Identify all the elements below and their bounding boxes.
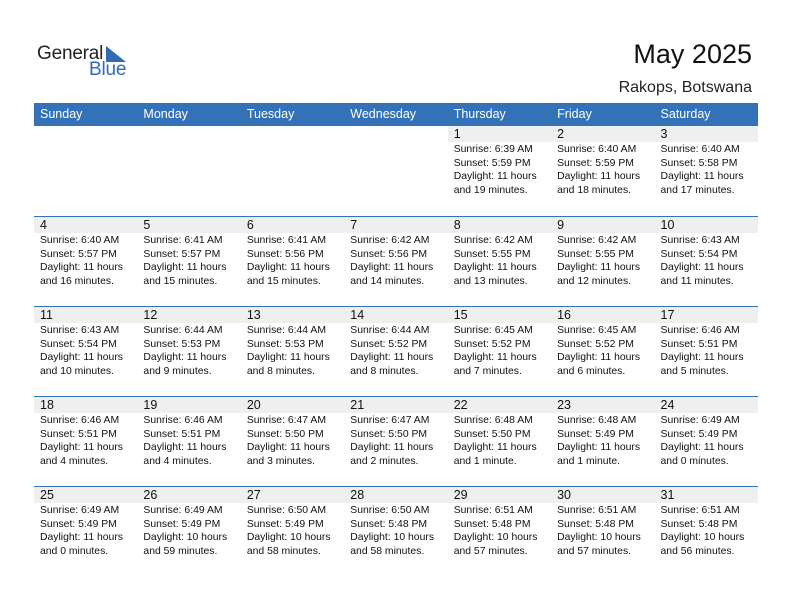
day-number-band (137, 217, 240, 233)
day-daylight2-text: and 15 minutes. (143, 275, 218, 287)
day-sunset-text: Sunset: 5:49 PM (557, 428, 634, 440)
day-daylight2-text: and 8 minutes. (246, 365, 316, 377)
day-sunrise-text: Sunrise: 6:43 AM (40, 325, 120, 336)
day-sunset-text: Sunset: 5:58 PM (660, 157, 738, 169)
week-row (34, 216, 758, 306)
day-sunset-text: Sunset: 5:49 PM (246, 518, 324, 530)
day-cell (137, 307, 240, 396)
day-daylight1-text: Daylight: 11 hours (246, 352, 330, 363)
day-sun-info (40, 504, 123, 558)
day-daylight1-text: Daylight: 11 hours (143, 262, 227, 273)
day-cell (137, 487, 240, 576)
empty-day-cell (34, 126, 137, 216)
day-number: 15 (453, 308, 468, 322)
day-number: 18 (40, 398, 54, 412)
day-sun-info (661, 234, 744, 288)
day-daylight2-text: and 4 minutes. (143, 455, 212, 467)
weekday-tuesday: Tuesday (246, 107, 295, 121)
day-number: 31 (660, 488, 675, 502)
day-sunset-text: Sunset: 5:48 PM (453, 518, 531, 530)
day-cell (448, 217, 551, 306)
day-daylight1-text: Daylight: 11 hours (660, 352, 744, 363)
day-number: 2 (557, 127, 565, 141)
day-sun-info (454, 143, 537, 197)
day-sunrise-text: Sunrise: 6:41 AM (246, 235, 326, 246)
day-number: 21 (350, 398, 365, 412)
day-sun-info (143, 504, 227, 558)
day-sunrise-text: Sunrise: 6:40 AM (660, 144, 740, 155)
day-number: 4 (40, 218, 47, 232)
day-daylight2-text: and 9 minutes. (143, 365, 212, 377)
weekday-sunday: Sunday (40, 107, 83, 121)
weekday-wednesday: Wednesday (350, 107, 417, 121)
day-sunrise-text: Sunrise: 6:45 AM (453, 325, 533, 336)
day-sunset-text: Sunset: 5:51 PM (40, 428, 117, 440)
weekday-monday: Monday (143, 107, 188, 121)
day-daylight2-text: and 10 minutes. (40, 365, 114, 377)
day-cell (655, 307, 758, 396)
day-number: 20 (246, 398, 261, 412)
day-sun-info (247, 234, 330, 288)
day-daylight1-text: Daylight: 11 hours (557, 352, 641, 363)
day-cell (448, 397, 551, 486)
day-sunrise-text: Sunrise: 6:41 AM (143, 235, 223, 246)
day-number: 24 (660, 398, 675, 412)
day-cell (241, 487, 344, 576)
day-daylight1-text: Daylight: 11 hours (557, 171, 641, 182)
day-daylight2-text: and 57 minutes. (557, 545, 632, 557)
day-sunrise-text: Sunrise: 6:43 AM (660, 235, 740, 246)
day-sunset-text: Sunset: 5:53 PM (143, 338, 221, 350)
day-sunset-text: Sunset: 5:48 PM (557, 518, 634, 530)
day-daylight1-text: Daylight: 10 hours (143, 532, 228, 543)
day-sun-info (40, 234, 123, 288)
day-daylight1-text: Daylight: 11 hours (453, 352, 537, 363)
day-daylight1-text: Daylight: 11 hours (350, 352, 434, 363)
day-daylight2-text: and 16 minutes. (40, 275, 114, 287)
day-cell (655, 126, 758, 216)
day-cell (344, 307, 447, 396)
day-sun-info (350, 414, 433, 468)
day-daylight2-text: and 17 minutes. (660, 184, 735, 196)
day-number: 6 (246, 218, 254, 232)
day-daylight2-text: and 12 minutes. (557, 275, 632, 287)
week-row (34, 306, 758, 396)
day-daylight2-text: and 19 minutes. (453, 184, 528, 196)
day-sunrise-text: Sunrise: 6:49 AM (660, 415, 740, 426)
day-sunrise-text: Sunrise: 6:44 AM (350, 325, 430, 336)
day-daylight2-text: and 18 minutes. (557, 184, 632, 196)
day-sun-info (557, 414, 640, 468)
day-cell (137, 217, 240, 306)
day-cell (344, 487, 447, 576)
day-sunset-text: Sunset: 5:50 PM (246, 428, 324, 440)
empty-day-cell (241, 126, 344, 216)
day-daylight2-text: and 14 minutes. (350, 275, 425, 287)
day-daylight1-text: Daylight: 11 hours (453, 171, 537, 182)
day-sun-info (247, 414, 330, 468)
day-sunset-text: Sunset: 5:50 PM (350, 428, 428, 440)
day-sunrise-text: Sunrise: 6:44 AM (143, 325, 223, 336)
day-number: 28 (350, 488, 365, 502)
day-sun-info (557, 234, 640, 288)
day-sunset-text: Sunset: 5:55 PM (557, 248, 634, 260)
day-sunrise-text: Sunrise: 6:47 AM (246, 415, 326, 426)
day-cell (655, 397, 758, 486)
weeks-container (34, 126, 758, 576)
day-sunrise-text: Sunrise: 6:45 AM (557, 325, 637, 336)
day-sunrise-text: Sunrise: 6:42 AM (453, 235, 533, 246)
day-daylight1-text: Daylight: 11 hours (246, 442, 330, 453)
day-daylight2-text: and 5 minutes. (660, 365, 729, 377)
day-cell (551, 217, 654, 306)
day-sun-info (661, 414, 744, 468)
day-sun-info (247, 504, 331, 558)
day-daylight1-text: Daylight: 11 hours (660, 171, 744, 182)
day-number: 1 (453, 127, 461, 141)
weekday-header-row (34, 103, 758, 126)
day-sun-info (661, 504, 745, 558)
day-sunrise-text: Sunrise: 6:50 AM (246, 505, 326, 516)
day-sunset-text: Sunset: 5:57 PM (143, 248, 221, 260)
day-sunrise-text: Sunrise: 6:40 AM (557, 144, 637, 155)
day-sunset-text: Sunset: 5:49 PM (143, 518, 221, 530)
day-sun-info (143, 324, 226, 378)
day-number: 11 (40, 308, 53, 322)
day-sunset-text: Sunset: 5:55 PM (453, 248, 531, 260)
day-cell (551, 126, 654, 216)
day-sun-info (557, 504, 641, 558)
day-cell (137, 397, 240, 486)
brand-logo (37, 43, 137, 83)
day-daylight1-text: Daylight: 10 hours (350, 532, 435, 543)
day-sunrise-text: Sunrise: 6:51 AM (557, 505, 637, 516)
day-daylight2-text: and 59 minutes. (143, 545, 218, 557)
day-number: 30 (557, 488, 572, 502)
day-sunrise-text: Sunrise: 6:44 AM (246, 325, 326, 336)
day-sun-info (350, 504, 434, 558)
day-sun-info (454, 324, 537, 378)
day-cell (551, 307, 654, 396)
logo-text-blue: Blue (89, 59, 127, 80)
day-daylight2-text: and 58 minutes. (246, 545, 321, 557)
weekday-saturday: Saturday (660, 107, 711, 121)
day-cell (241, 307, 344, 396)
day-sunrise-text: Sunrise: 6:51 AM (660, 505, 740, 516)
day-sunset-text: Sunset: 5:51 PM (143, 428, 221, 440)
day-sun-info (661, 324, 744, 378)
day-sun-info (557, 324, 640, 378)
day-number-band (655, 126, 758, 142)
day-number-band (448, 217, 551, 233)
day-sunset-text: Sunset: 5:57 PM (40, 248, 117, 260)
day-daylight1-text: Daylight: 11 hours (40, 532, 123, 543)
day-cell (241, 217, 344, 306)
day-daylight1-text: Daylight: 11 hours (40, 352, 123, 363)
empty-day-cell (344, 126, 447, 216)
day-daylight2-text: and 13 minutes. (453, 275, 528, 287)
day-daylight1-text: Daylight: 11 hours (40, 442, 123, 453)
day-number: 8 (453, 218, 461, 232)
day-daylight2-text: and 57 minutes. (453, 545, 528, 557)
day-number: 17 (660, 308, 675, 322)
day-number: 7 (350, 218, 358, 232)
day-daylight1-text: Daylight: 11 hours (453, 442, 537, 453)
day-sunset-text: Sunset: 5:49 PM (660, 428, 738, 440)
day-sunrise-text: Sunrise: 6:51 AM (453, 505, 533, 516)
day-daylight1-text: Daylight: 11 hours (557, 442, 641, 453)
day-number-band (551, 126, 654, 142)
day-daylight2-text: and 56 minutes. (660, 545, 735, 557)
day-daylight2-text: and 7 minutes. (453, 365, 522, 377)
day-number-band (448, 126, 551, 142)
day-sunrise-text: Sunrise: 6:46 AM (40, 415, 120, 426)
day-sunset-text: Sunset: 5:59 PM (453, 157, 531, 169)
day-number: 9 (557, 218, 565, 232)
day-sun-info (557, 143, 640, 197)
day-sunset-text: Sunset: 5:54 PM (40, 338, 117, 350)
day-daylight1-text: Daylight: 11 hours (660, 262, 744, 273)
weekday-thursday: Thursday (453, 107, 506, 121)
day-sunrise-text: Sunrise: 6:46 AM (143, 415, 223, 426)
day-number: 25 (40, 488, 54, 502)
day-daylight1-text: Daylight: 11 hours (350, 442, 434, 453)
day-sunrise-text: Sunrise: 6:49 AM (143, 505, 223, 516)
day-sun-info (40, 324, 123, 378)
day-sunrise-text: Sunrise: 6:47 AM (350, 415, 430, 426)
page-title: May 2025 (633, 39, 752, 69)
day-sun-info (40, 414, 123, 468)
day-cell (551, 397, 654, 486)
day-number: 26 (143, 488, 158, 502)
day-sun-info (247, 324, 330, 378)
day-daylight1-text: Daylight: 11 hours (246, 262, 330, 273)
day-cell (34, 307, 137, 396)
day-number: 16 (557, 308, 572, 322)
day-sunset-text: Sunset: 5:52 PM (453, 338, 531, 350)
day-sunset-text: Sunset: 5:59 PM (557, 157, 634, 169)
day-daylight2-text: and 4 minutes. (40, 455, 109, 467)
day-sunset-text: Sunset: 5:56 PM (246, 248, 324, 260)
day-number: 14 (350, 308, 365, 322)
day-sunset-text: Sunset: 5:52 PM (350, 338, 428, 350)
day-daylight1-text: Daylight: 11 hours (660, 442, 744, 453)
day-sun-info (454, 504, 538, 558)
day-daylight1-text: Daylight: 10 hours (660, 532, 745, 543)
weekday-friday: Friday (557, 107, 592, 121)
day-daylight2-text: and 58 minutes. (350, 545, 425, 557)
day-sunrise-text: Sunrise: 6:48 AM (453, 415, 533, 426)
day-number: 13 (246, 308, 261, 322)
day-sun-info (143, 414, 226, 468)
day-number: 29 (453, 488, 468, 502)
day-number: 27 (246, 488, 261, 502)
day-daylight2-text: and 0 minutes. (660, 455, 729, 467)
week-row (34, 396, 758, 486)
day-number: 5 (143, 218, 151, 232)
day-sun-info (350, 324, 433, 378)
day-sunrise-text: Sunrise: 6:49 AM (40, 505, 120, 516)
day-sunset-text: Sunset: 5:52 PM (557, 338, 634, 350)
logo-text-general: General (37, 43, 104, 64)
day-number: 23 (557, 398, 572, 412)
day-daylight1-text: Daylight: 10 hours (246, 532, 331, 543)
day-sunset-text: Sunset: 5:48 PM (350, 518, 428, 530)
day-daylight1-text: Daylight: 11 hours (143, 442, 227, 453)
day-cell (344, 397, 447, 486)
day-daylight2-text: and 3 minutes. (246, 455, 316, 467)
day-daylight2-text: and 8 minutes. (350, 365, 419, 377)
day-cell (551, 487, 654, 576)
day-number: 10 (660, 218, 675, 232)
day-number: 22 (453, 398, 468, 412)
day-daylight1-text: Daylight: 10 hours (557, 532, 641, 543)
calendar-grid (34, 103, 758, 576)
day-number-band (551, 217, 654, 233)
day-cell (655, 217, 758, 306)
day-cell (34, 217, 137, 306)
day-daylight2-text: and 15 minutes. (246, 275, 321, 287)
day-sunset-text: Sunset: 5:54 PM (660, 248, 738, 260)
day-sunrise-text: Sunrise: 6:39 AM (453, 144, 533, 155)
day-sunrise-text: Sunrise: 6:42 AM (557, 235, 637, 246)
day-sunset-text: Sunset: 5:49 PM (40, 518, 117, 530)
day-cell (448, 487, 551, 576)
day-sunset-text: Sunset: 5:53 PM (246, 338, 324, 350)
week-row (34, 126, 758, 216)
day-number: 3 (660, 127, 668, 141)
day-cell (241, 397, 344, 486)
day-daylight2-text: and 6 minutes. (557, 365, 626, 377)
day-number-band (34, 217, 137, 233)
day-number-band (344, 217, 447, 233)
day-sun-info (143, 234, 226, 288)
day-daylight1-text: Daylight: 11 hours (143, 352, 227, 363)
week-row (34, 486, 758, 576)
day-daylight1-text: Daylight: 11 hours (453, 262, 537, 273)
day-number-band (241, 217, 344, 233)
day-sun-info (350, 234, 433, 288)
day-number: 12 (143, 308, 158, 322)
day-daylight2-text: and 1 minute. (557, 455, 621, 467)
day-sunrise-text: Sunrise: 6:46 AM (660, 325, 740, 336)
day-sunset-text: Sunset: 5:50 PM (453, 428, 531, 440)
day-number: 19 (143, 398, 158, 412)
day-daylight1-text: Daylight: 11 hours (557, 262, 641, 273)
day-sunrise-text: Sunrise: 6:40 AM (40, 235, 120, 246)
day-sunset-text: Sunset: 5:56 PM (350, 248, 428, 260)
day-sun-info (661, 143, 744, 197)
day-daylight2-text: and 11 minutes. (660, 275, 734, 287)
day-cell (448, 307, 551, 396)
empty-day-cell (137, 126, 240, 216)
day-sunrise-text: Sunrise: 6:48 AM (557, 415, 637, 426)
day-cell (34, 487, 137, 576)
day-sunset-text: Sunset: 5:48 PM (660, 518, 738, 530)
day-daylight1-text: Daylight: 11 hours (40, 262, 123, 273)
day-sunset-text: Sunset: 5:51 PM (660, 338, 738, 350)
day-cell (448, 126, 551, 216)
day-cell (34, 397, 137, 486)
day-daylight1-text: Daylight: 11 hours (350, 262, 434, 273)
day-sun-info (454, 234, 537, 288)
day-cell (655, 487, 758, 576)
day-sunrise-text: Sunrise: 6:50 AM (350, 505, 430, 516)
day-daylight2-text: and 1 minute. (453, 455, 517, 467)
day-daylight2-text: and 0 minutes. (40, 545, 109, 557)
day-daylight2-text: and 2 minutes. (350, 455, 419, 467)
location-label: Rakops, Botswana (618, 79, 752, 96)
day-cell (344, 217, 447, 306)
day-sun-info (454, 414, 537, 468)
day-sunrise-text: Sunrise: 6:42 AM (350, 235, 430, 246)
day-daylight1-text: Daylight: 10 hours (453, 532, 538, 543)
